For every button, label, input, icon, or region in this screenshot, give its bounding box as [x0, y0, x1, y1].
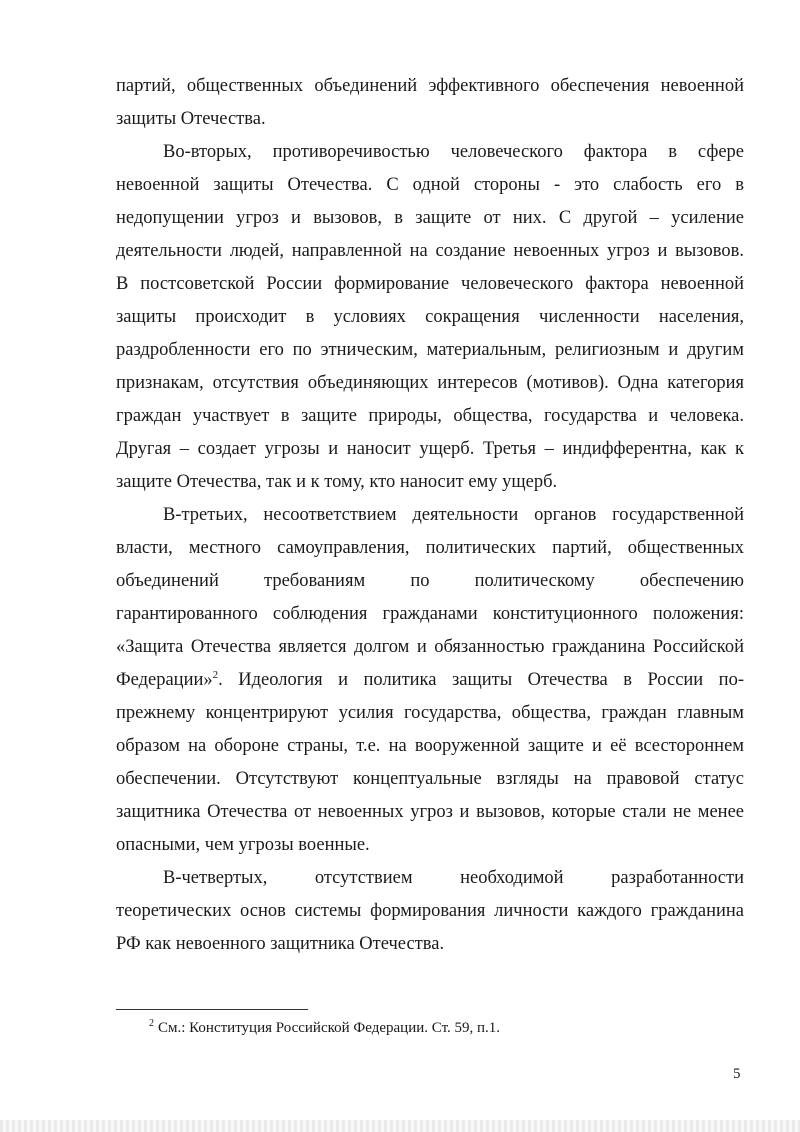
text-line: власти, местного самоуправления, политических партий, общественных [116, 538, 744, 558]
text-fragment: Федерации» [116, 670, 213, 690]
footnote-separator [116, 1009, 308, 1010]
text-line: защите Отечества, так и к тому, кто наносит ему ущерб. [116, 472, 558, 492]
text-line: защитника Отечества от невоенных угроз и вызовов, которые стали не менее [116, 802, 744, 822]
footnote-marker: 2 [149, 1018, 154, 1029]
text-line: В-четвертых, отсутствием необходимой разработанности [163, 868, 744, 888]
text-line: Другая – создает угрозы и наносит ущерб. Третья – индифферентна, как к [116, 439, 744, 459]
body-text [116, 70, 744, 961]
text-line: теоретических основ системы формирования личности каждого гражданина [116, 901, 744, 921]
scan-edge [0, 1120, 800, 1132]
text-line: В постсоветской России формирование человеческого фактора невоенной [116, 274, 744, 294]
text-line: деятельности людей, направленной на создание невоенных угроз и вызовов. [116, 241, 744, 261]
text-line: раздробленности его по этническим, материальным, религиозным и другим [116, 340, 744, 360]
text-line: Во-вторых, противоречивостью человеческого фактора в сфере [163, 142, 744, 162]
text-line: гарантированного соблюдения гражданами конституционного положения: [116, 604, 744, 624]
text-line: обеспечении. Отсутствуют концептуальные взгляды на правовой статус [116, 769, 744, 789]
page-number: 5 [733, 1066, 741, 1082]
footnote-reference[interactable]: 2 [212, 668, 219, 681]
text-line: прежнему концентрируют усилия государства, общества, граждан главным [116, 703, 744, 723]
text-line: граждан участвует в защите природы, общества, государства и человека. [116, 406, 744, 426]
text-line: защиты происходит в условиях сокращения численности населения, [116, 307, 744, 327]
text-line: опасными, чем угрозы военные. [116, 835, 370, 855]
text-fragment: . Идеология и политика защиты Отечества в России по- [218, 670, 744, 690]
footnote [149, 1018, 500, 1038]
text-line: невоенной защиты Отечества. С одной стороны - это слабость его в [116, 175, 744, 195]
text-line: недопущении угроз и вызовов, в защите от них. С другой – усиление [116, 208, 744, 228]
text-line: объединений требованиям по политическому обеспечению [116, 571, 744, 591]
text-line-with-footnote-ref [116, 664, 744, 697]
text-line: образом на обороне страны, т.е. на вооруженной защите и её всестороннем [116, 736, 744, 756]
text-line: защиты Отечества. [116, 109, 266, 129]
text-line: партий, общественных объединений эффективного обеспечения невоенной [116, 76, 744, 96]
footnote-text: См.: Конституция Российской Федерации. Ст. 59, п.1. [158, 1020, 501, 1036]
text-line: В-третьих, несоответствием деятельности органов государственной [163, 505, 744, 525]
text-line: «Защита Отечества является долгом и обязанностью гражданина Российской [116, 637, 744, 657]
text-line: признакам, отсутствия объединяющих интересов (мотивов). Одна категория [116, 373, 744, 393]
text-line: РФ как невоенного защитника Отечества. [116, 934, 445, 954]
